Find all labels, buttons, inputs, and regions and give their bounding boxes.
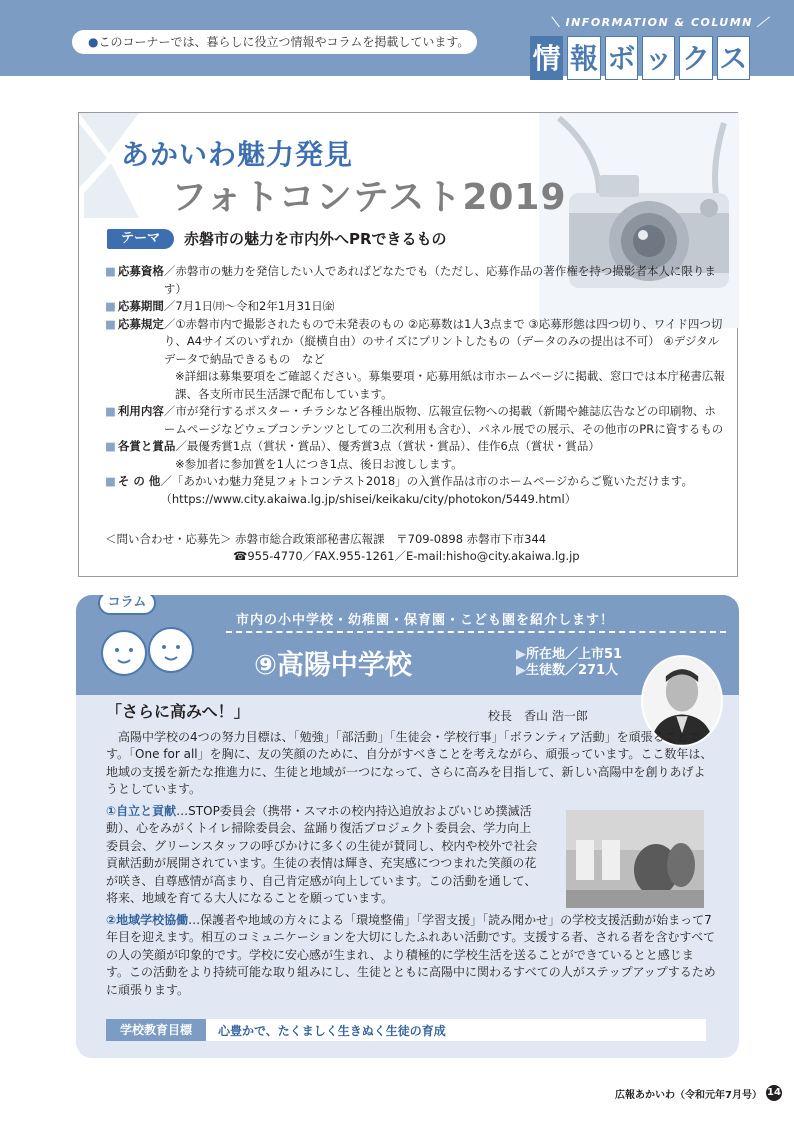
theme-row: [107, 228, 447, 249]
detail-row: ■ 応募資格 ／赤磐市の魅力を発信したい人であればどなたでも（ただし、応募作品の著作権を持つ撮影者本人に限ります）: [105, 263, 725, 298]
column-heading: 「さらに高みへ！」: [106, 702, 250, 721]
intro-text: このコーナーでは、暮らしに役立つ情報やコラムを掲載しています。: [98, 35, 470, 49]
contest-title-1: あかいわ魅力発見: [121, 138, 354, 171]
box-char: ボ: [605, 36, 638, 80]
contact-info: [105, 531, 725, 565]
intro-paragraph: 高陽中学校の4つの努力目標は、「勉強」「部活動」「生徒会・学校行事」「ボランティア活動」を頑張ることです。「One for all」を胸に、友の笑顔のために、自分がすべきことを考えながら、頑張っています。ここ数年は、地域の支援を新たな推進力に、生徒と地域が一つになって、さらに高みを目指して、新しい高陽中を創りあげようとしています。: [106, 729, 713, 796]
theme-text: 赤磐市の魅力を市内外へPRできるもの: [184, 230, 447, 248]
column-box: [76, 595, 739, 1058]
section-2: ②地域学校協働…保護者や地域の方々による「環境整備」「学習支援」「読み聞かせ」の学校支援活動が始まって7年目を迎えます。相互のコミュニケーションを大切にしたふれあい活動です。支援する者、される者を含むすべての人の笑顔が印象的です。学校に安心感が生まれ、より積極的に学校生活を送ることができているとと感じます。この活動をより持続可能な取り組みにし、生徒とともに高陽中に関わるすべての人がステップアップするために頑張ります。: [106, 912, 716, 997]
page-footer: [615, 1085, 782, 1101]
theme-label: テーマ: [107, 229, 174, 249]
triangle-icon: ▶: [516, 663, 526, 678]
school-meta: ▶所在地／上市51 ▶生徒数／271人: [516, 647, 623, 678]
contest-details: [105, 263, 725, 508]
goal-label: 学校教育目標: [106, 1019, 206, 1041]
box-char: 情: [530, 36, 563, 80]
footer-text: 広報あかいわ（令和元年7月号）: [615, 1089, 762, 1101]
detail-row: ■ 応募規定 ／①赤磐市内で撮影されたもので未発表のもの ②応募数は1人3点まで ③応募形態は四つ切り、ワイド四つ切り、A4サイズのいずれか（縦横自由）のサイズにプリントしたもの（データのみの提出は不可） ④デジタルデータで納品できるもの など: [105, 316, 725, 369]
detail-row: ■ そ の 他 ／「あかいわ魅力発見フォトコンテスト2018」の入賞作品は市のホームページからご覧いただけます。（https://www.city.akaiwa.lg.jp/shisei/keikaku/city/photokon/5449.html）: [105, 473, 725, 508]
contest-title-2: フォトコンテスト2019: [171, 177, 567, 218]
principal-name: 校長 香山 浩一郎: [488, 709, 588, 723]
column-badge: コラム: [98, 595, 156, 615]
detail-row: ■ 応募期間 ／7月1日㈪～令和2年1月31日㈮: [105, 298, 725, 316]
triangle-icon: ▶: [516, 647, 526, 662]
school-goal: [106, 1019, 706, 1041]
detail-row: ■ 各賞と賞品 ／最優秀賞1点（賞状・賞品）、優秀賞3点（賞状・賞品）、佳作6点（賞状・賞品）: [105, 438, 725, 456]
detail-row: ■ 利用内容 ／市が発行するポスター・チラシなど各種出版物、広報宣伝物への掲載（新聞や雑誌広告などの印刷物、ホームページなどウェブコンテンツとしての二次利用も含む）、パネル展での展示、その他市のPRに資するもの: [105, 403, 725, 438]
section-1: ①自立と貢献…STOP委員会（携帯・スマホの校内持込追放およびいじめ撲滅活動）、心をみがくトイレ掃除委員会、盆踊り復活プロジェクト委員会、学力向上委員会、グリーンスタッフの呼びかけに多くの生徒が賛同し、校内や校外で社会貢献活動が展開されています。生徒の表情は輝き、充実感につつまれた笑顔の花が咲き、自尊感情が高まり、自己肯定感が向上しています。この活動を通して、将来、地域を育てる大人になることを願っています。: [106, 803, 538, 905]
contact-line-2: ☎955-4770／FAX.955-1261／E-mail:hisho@city.akaiwa.lg.jp: [233, 549, 580, 563]
box-char: 報: [567, 36, 600, 80]
box-char: ス: [717, 36, 750, 80]
box-char: ッ: [642, 36, 675, 80]
info-box-title: [530, 36, 750, 80]
photo-contest-box: [78, 112, 738, 577]
box-char: ク: [679, 36, 712, 80]
divider: [226, 631, 726, 633]
page-number: 14: [766, 1085, 782, 1101]
goal-text: 心豊かで、たくましく生きぬく生徒の育成: [218, 1023, 446, 1038]
info-column-label: ＼ INFORMATION & COLUMN ／: [549, 16, 770, 29]
rule-note: ※詳細は募集要項をご確認ください。募集要項・応募用紙は市ホームページに掲載、窓口では本庁秘書広報課、各支所市民生活課で配布しています。: [175, 369, 725, 401]
school-photo: [566, 810, 704, 908]
intro-banner: ●このコーナーでは、暮らしに役立つ情報やコラムを掲載しています。: [72, 30, 477, 54]
column-subtitle: 市内の小中学校・幼稚園・保育園・こども園を紹介します！: [236, 613, 615, 628]
school-name: ⑨高陽中学校: [254, 650, 412, 681]
contact-line-1: ＜問い合わせ・応募先＞ 赤磐市総合政策部秘書広報課 〒709-0898 赤磐市下市344: [105, 532, 547, 546]
prize-note: ※参加者に参加賞を1人につき1点、後日お渡しします。: [175, 456, 463, 471]
